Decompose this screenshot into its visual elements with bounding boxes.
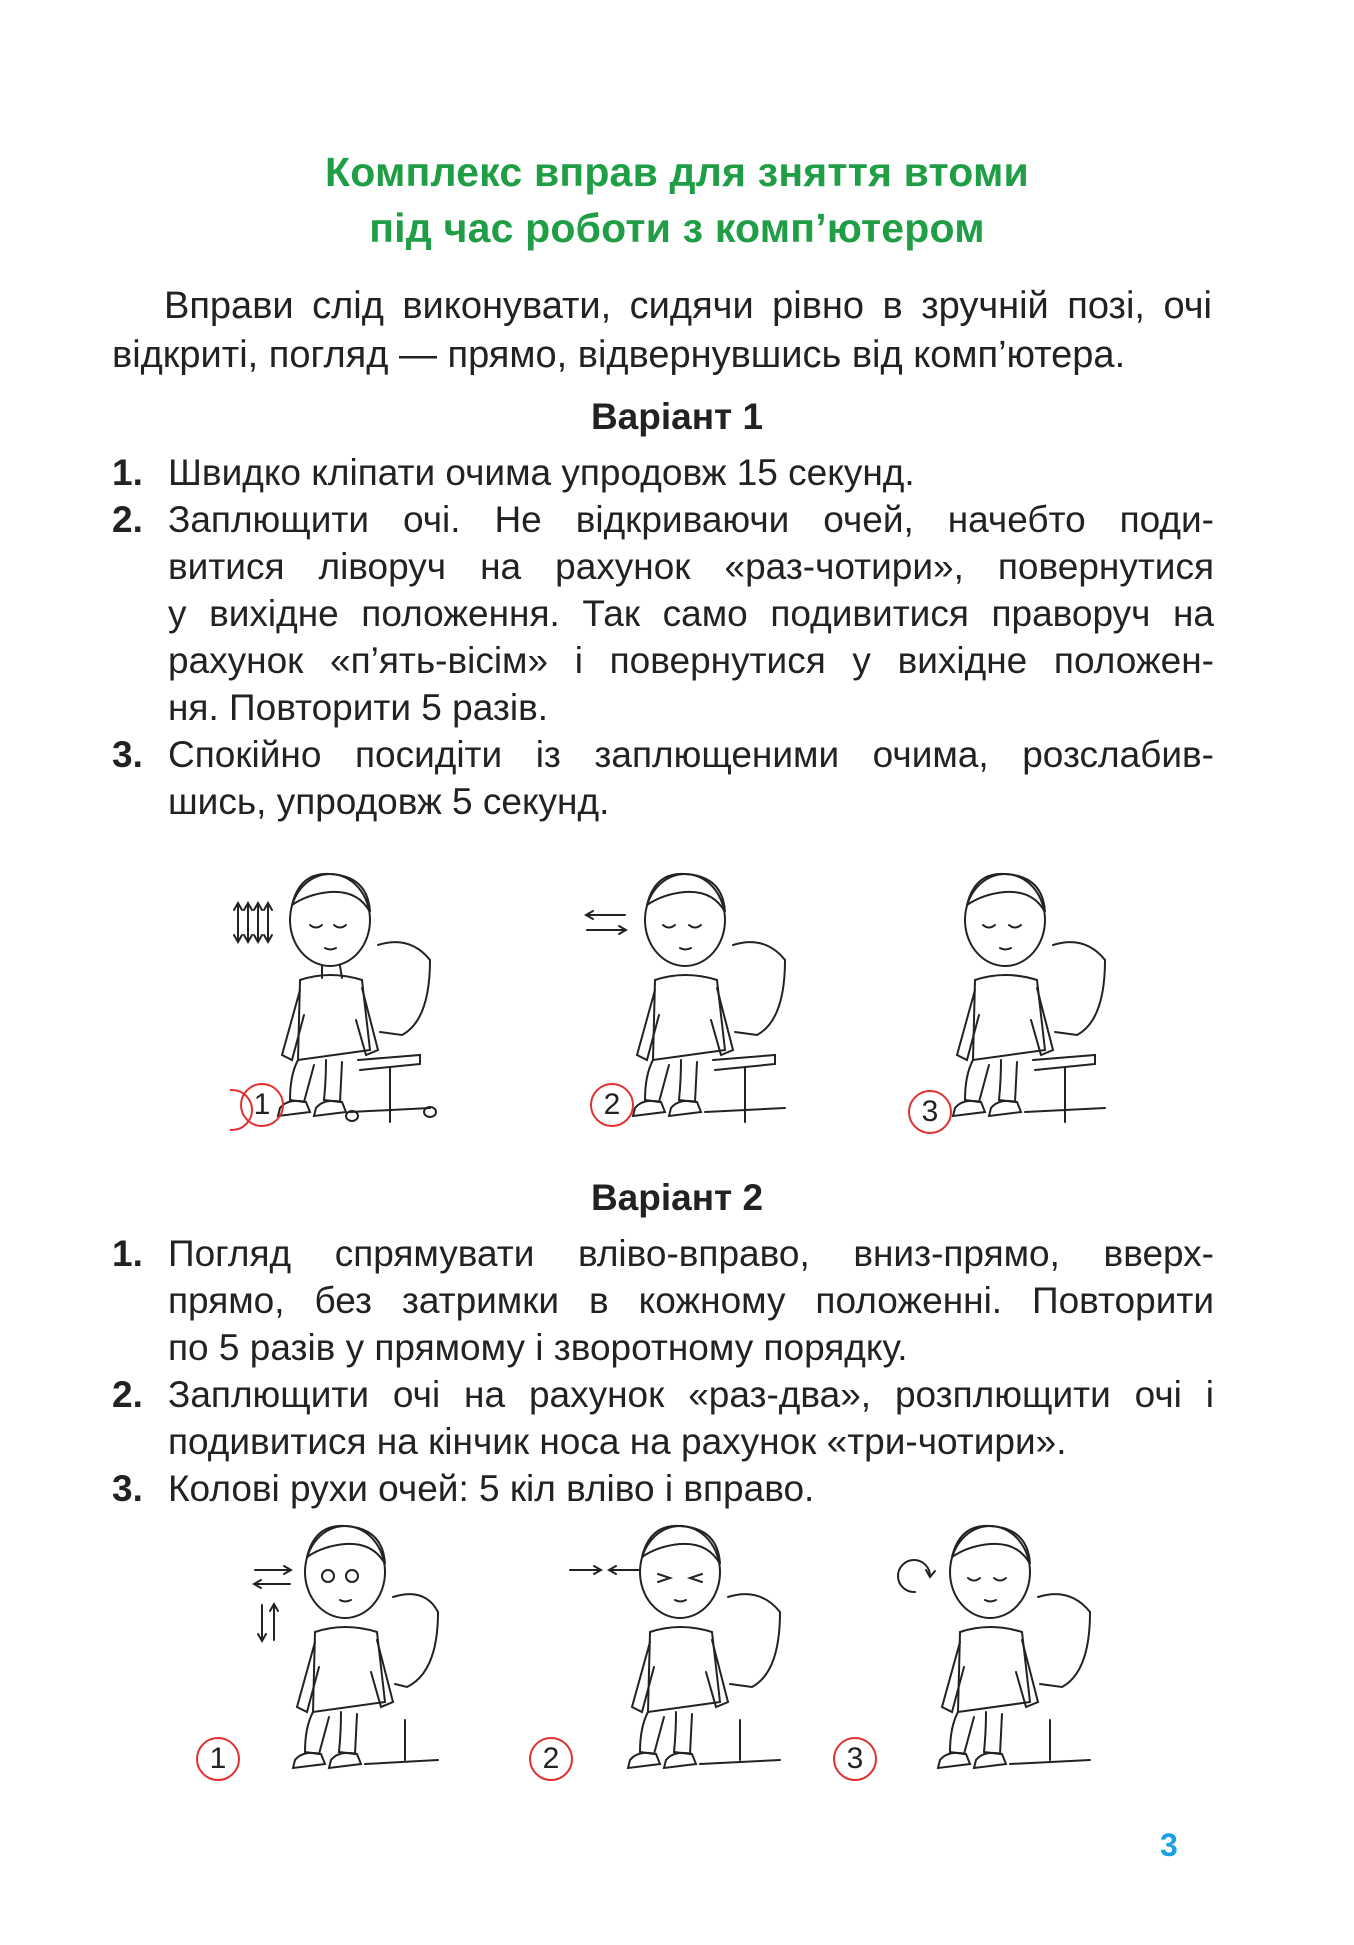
title-line-2: під час роботи з комп’ютером — [369, 205, 985, 251]
item-line: Заплющити очі на рахунок «раз-два», розплющити очі і — [168, 1374, 1214, 1415]
variant-1-illustrations — [0, 850, 1354, 1140]
figure-badge: 3 — [833, 1737, 877, 1781]
item-number: 2. — [112, 499, 143, 540]
item-line: рахунок «п’ять-вісім» і повернутися у вихідне положен- — [168, 640, 1214, 681]
item-line: Спокійно посидіти із заплющеними очима, розслабив- — [168, 734, 1214, 775]
item-number: 1. — [112, 452, 143, 493]
intro-paragraph — [112, 282, 1212, 380]
intro-line-2: відкриті, погляд — прямо, відвернувшись від комп’ютера. — [112, 334, 1126, 376]
list-item — [112, 1371, 1214, 1465]
variant-1-list — [112, 449, 1214, 825]
item-number: 2. — [112, 1374, 143, 1415]
boy-eye-circles-illustration — [870, 1510, 1110, 1795]
list-item — [112, 1465, 1214, 1512]
figure-badge: 1 — [196, 1737, 240, 1781]
figure-badge: 2 — [529, 1737, 573, 1781]
item-line: прямо, без затримки в кожному положенні. Повторити — [168, 1280, 1214, 1321]
item-line: по 5 разів у прямому і зворотному порядку. — [168, 1327, 908, 1368]
figure-badge: 1 — [240, 1083, 284, 1127]
item-line: Заплющити очі. Не відкриваючи очей, начебто поди- — [168, 499, 1214, 540]
list-item — [112, 449, 1214, 496]
figure-badge: 3 — [908, 1090, 952, 1134]
variant-2-heading: Варіант 2 — [590, 1177, 764, 1218]
variant-2-illustrations — [0, 1510, 1354, 1800]
boy-nose-tip-illustration — [560, 1510, 800, 1795]
item-line: шись, упродовж 5 секунд. — [168, 781, 610, 822]
list-item — [112, 496, 1214, 731]
item-number: 3. — [112, 1468, 143, 1509]
item-number: 3. — [112, 734, 143, 775]
item-line: подивитися на кінчик носа на рахунок «три-чотири». — [168, 1421, 1067, 1462]
variant-1-heading: Варіант 1 — [590, 396, 764, 437]
list-item — [112, 1230, 1214, 1371]
figure-badge: 2 — [590, 1083, 634, 1127]
item-line: витися ліворуч на рахунок «раз-чотири», повернутися — [168, 546, 1214, 587]
list-item — [112, 731, 1214, 825]
item-line: ня. Повторити 5 разів. — [168, 687, 549, 728]
item-line: Погляд спрямувати вліво-вправо, вниз-прямо, вверх- — [168, 1233, 1214, 1274]
intro-line-1: Вправи слід виконувати, сидячи рівно в зручній позі, очі — [164, 285, 1212, 327]
item-line: Швидко кліпати очима упродовж 15 секунд. — [168, 452, 915, 493]
variant-2-list — [112, 1230, 1214, 1512]
boy-eyes-closed-illustration — [915, 850, 1155, 1135]
page-title — [0, 144, 1354, 256]
item-line: у вихідне положення. Так само подивитися праворуч на — [168, 593, 1214, 634]
item-number: 1. — [112, 1233, 143, 1274]
page-number: 3 — [1160, 1827, 1178, 1863]
item-line: Колові рухи очей: 5 кіл вліво і вправо. — [168, 1468, 815, 1509]
title-line-1: Комплекс вправ для зняття втоми — [325, 149, 1029, 195]
